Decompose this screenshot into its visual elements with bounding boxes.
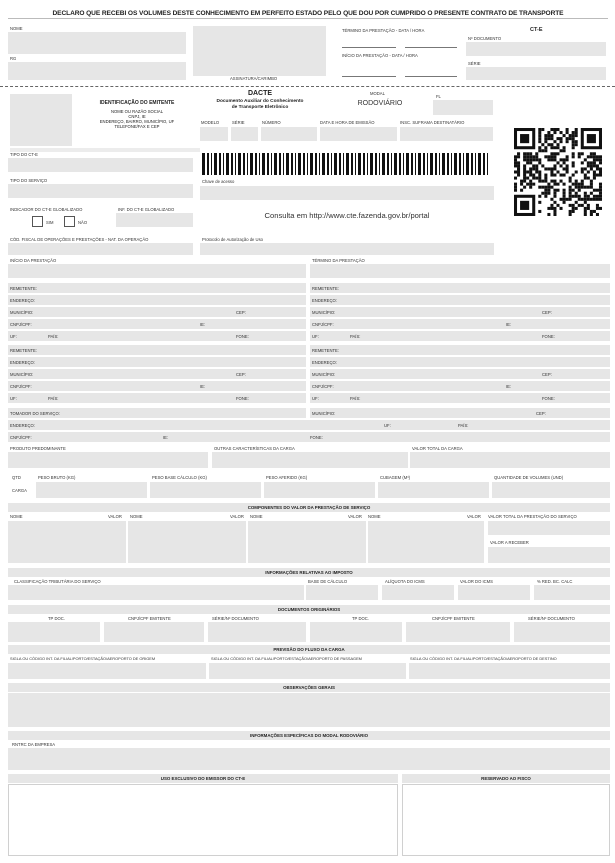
party-field-label: FONE: — [236, 396, 249, 401]
party-1-row-4 — [8, 319, 306, 330]
party-field-label: IE: — [200, 322, 206, 327]
party-3-row-1 — [8, 345, 306, 356]
comp-valor-4: VALOR — [467, 514, 481, 519]
party-2-row-3 — [310, 307, 610, 318]
valor-carga-label: VALOR TOTAL DA CARGA — [412, 446, 463, 451]
observacoes-field[interactable] — [8, 693, 610, 727]
uso-exclusivo-title: USO EXCLUSIVO DO EMISSOR DO CT-E — [8, 774, 398, 783]
tipo-cte-label: TIPO DO CT-E — [10, 152, 38, 157]
nao-label: NÃO — [78, 220, 88, 225]
doc-field-3[interactable] — [208, 622, 306, 642]
doc-field-5[interactable] — [406, 622, 510, 642]
doc-tp-2: TP DOC. — [352, 616, 369, 621]
emitente-line2: CNPJ, IE — [128, 114, 146, 119]
cubagem-label: CUBAGEM (M³) — [380, 475, 411, 480]
comp-nome-4: NOME — [368, 514, 381, 519]
fl-field[interactable] — [433, 100, 493, 115]
tomador-row-1 — [8, 408, 610, 419]
party-field-label: IE: — [506, 322, 512, 327]
party-3-row-4 — [8, 381, 306, 392]
party-field-label: PAÍS: — [48, 396, 59, 401]
fluxo-origem-label: SIGLA OU CÓDIGO INT. DA FILIAL/PORTO/ESTAÇÃO/AEROPORTO DE ORIGEM — [10, 656, 156, 661]
party-field-label: REMETENTE: — [10, 286, 37, 291]
comp-nome-1: NOME — [10, 514, 23, 519]
party-field[interactable] — [310, 319, 610, 329]
party-field[interactable] — [8, 357, 306, 367]
comp-field-2[interactable] — [128, 521, 246, 563]
comp-valor-receber-label: VALOR A RECEBER — [490, 540, 529, 545]
party-field-label: REMETENTE: — [312, 348, 339, 353]
valor-icms-label: VALOR DO ICMS — [460, 579, 493, 584]
tomador-row-3 — [8, 432, 610, 443]
doc-field-2[interactable] — [104, 622, 204, 642]
party-field-label: PAÍS: — [48, 334, 59, 339]
emitente-bottom-strip — [10, 148, 200, 152]
party-field-label: CEP: — [236, 372, 246, 377]
cfop-field[interactable] — [8, 243, 193, 255]
red-bc-field[interactable] — [534, 585, 610, 600]
aliquota-label: ALÍQUOTA DO ICMS — [385, 579, 425, 584]
party-field[interactable] — [310, 283, 610, 293]
party-field-label: MUNICÍPIO: — [312, 310, 336, 315]
party-field[interactable] — [8, 369, 306, 379]
tomador-uf-label: UF: — [384, 423, 391, 428]
sim-label: SIM — [46, 220, 54, 225]
party-field-label: REMETENTE: — [312, 286, 339, 291]
receipt-signature-label: ASSINATURA/CARIMBO — [230, 76, 278, 81]
receipt-numero-label: Nº DOCUMENTO — [468, 36, 502, 41]
party-field[interactable] — [8, 283, 306, 293]
party-field-label: MUNICÍPIO: — [10, 372, 34, 377]
party-field-label: CEP: — [236, 310, 246, 315]
peso-bruto-field[interactable] — [36, 482, 147, 498]
party-field-label: UF: — [10, 334, 17, 339]
observacoes-title: OBSERVAÇÕES GERAIS — [8, 683, 610, 692]
base-calculo-field[interactable] — [306, 585, 378, 600]
party-field[interactable] — [310, 369, 610, 379]
receipt-numero-field[interactable] — [466, 42, 606, 56]
base-calculo-label: BASE DE CÁLCULO — [308, 579, 348, 584]
rntrc-label: RNTRC DA EMPRESA — [12, 742, 56, 747]
party-2-row-4 — [310, 319, 610, 330]
fluxo-destino-label: SIGLA OU CÓDIGO INT. DA FILIAL/PORTO/ESTAÇÃO/AEROPORTO DE DESTINO — [410, 656, 557, 661]
emitente-title: IDENTIFICAÇÃO DO EMITENTE — [99, 100, 175, 106]
modelo-field[interactable] — [200, 127, 228, 141]
party-field-label: CNPJ/CPF: — [312, 384, 334, 389]
quantidade-volumes-label: QUANTIDADE DE VOLUMES (UND) — [494, 475, 564, 480]
receipt-serie-label: SÉRIE — [468, 61, 481, 66]
tomador-municipio-label: MUNICÍPIO: — [312, 411, 336, 416]
party-field[interactable] — [310, 345, 610, 355]
fluxo-passagem-label: SIGLA OU CÓDIGO INT. DA FILIAL/PORTO/ESTAÇÃO/AEROPORTO DE PASSAGEM — [211, 656, 362, 661]
numero-field[interactable] — [261, 127, 317, 141]
party-field-label: UF: — [10, 396, 17, 401]
inicio-prestacao-label: INÍCIO DA PRESTAÇÃO — [10, 258, 57, 263]
peso-base-label: PESO BASE CÁLCULO (KG) — [152, 475, 207, 480]
party-field[interactable] — [8, 381, 306, 391]
fluxo-origem-field[interactable] — [8, 663, 206, 679]
peso-aferido-label: PESO AFERIDO (KG) — [266, 475, 308, 480]
dacte-title: DACTE — [247, 90, 273, 97]
data-emissao-label: DATA E HORA DE EMISSÃO — [320, 120, 375, 125]
receipt-nome-field[interactable] — [8, 32, 186, 54]
party-field-label: CNPJ/CPF: — [10, 322, 32, 327]
party-4-row-4 — [310, 381, 610, 392]
receipt-rg-field[interactable] — [8, 62, 186, 80]
comp-field-4[interactable] — [368, 521, 484, 563]
comp-valor-2: VALOR — [230, 514, 244, 519]
serie-field[interactable] — [231, 127, 258, 141]
party-field-label: IE: — [200, 384, 206, 389]
tomador-municipio-field[interactable] — [310, 408, 610, 418]
consulta-portal: Consulta em http://www.cte.fazenda.gov.br/portal — [264, 211, 430, 220]
party-field-label: MUNICÍPIO: — [10, 310, 34, 315]
chave-acesso-label: Chave de acesso — [202, 179, 235, 184]
insc-suframa-label: INSC. SUFRAMA DESTINATÁRIO — [400, 120, 465, 125]
tomador-fone-label: FONE: — [310, 435, 323, 440]
tomador-ie-label: IE: — [163, 435, 169, 440]
receipt-inicio-label: INÍCIO DA PRESTAÇÃO - DATA / HORA — [342, 53, 418, 58]
tomador-cnpj-label: CNPJ/CPF: — [10, 435, 32, 440]
emitente-logo-area — [10, 94, 72, 146]
party-field-label: FONE: — [236, 334, 249, 339]
modelo-label: MODELO — [201, 120, 220, 125]
tomador-row-2 — [8, 420, 610, 431]
dacte-subtitle1: Documento Auxiliar do Conhecimento — [216, 99, 304, 104]
party-4-row-5 — [310, 393, 610, 404]
valor-icms-field[interactable] — [458, 585, 530, 600]
comp-valor-1: VALOR — [108, 514, 122, 519]
peso-base-field[interactable] — [150, 482, 261, 498]
party-1-row-2 — [8, 295, 306, 306]
doc-field-6[interactable] — [514, 622, 610, 642]
party-field-label: ENDEREÇO: — [10, 298, 35, 303]
insc-suframa-field[interactable] — [400, 127, 493, 141]
tipo-cte-field[interactable] — [8, 158, 193, 172]
party-field[interactable] — [8, 307, 306, 317]
party-field[interactable] — [310, 307, 610, 317]
emitente-line3: ENDEREÇO, BAIRRO, MUNICÍPIO, UF — [99, 119, 175, 124]
fl-label: FL — [436, 94, 441, 99]
comp-field-3[interactable] — [248, 521, 366, 563]
qtd-label: QTD — [12, 475, 21, 480]
party-4-row-3 — [310, 369, 610, 380]
party-3-row-5 — [8, 393, 306, 404]
party-field[interactable] — [8, 295, 306, 305]
tomador-pais-label: PAÍS: — [458, 423, 469, 428]
outras-field[interactable] — [212, 452, 408, 468]
classificacao-label: CLASSIFICAÇÃO TRIBUTÁRIA DO SERVIÇO — [14, 579, 101, 584]
receipt-serie-field[interactable] — [466, 67, 606, 80]
tomador-cep-label: CEP: — [536, 411, 546, 416]
peso-aferido-field[interactable] — [264, 482, 375, 498]
party-2-row-1 — [310, 283, 610, 294]
modal-title: INFORMAÇÕES ESPECÍFICAS DO MODAL RODOVIÁRIO — [8, 731, 610, 740]
party-field-label: ENDEREÇO: — [10, 360, 35, 365]
doc-cnpj-1: CNPJ/CPF EMITENTE — [128, 616, 171, 621]
tomador-cnpj-field[interactable] — [8, 432, 610, 442]
receipt-signature-field[interactable] — [193, 26, 326, 76]
party-field-label: CEP: — [542, 310, 552, 315]
reservado-fisco-title: RESERVADO AO FISCO — [402, 774, 610, 783]
inicio-prestacao-field[interactable] — [8, 264, 306, 278]
doc-field-1[interactable] — [8, 622, 100, 642]
inf-globalizado-field[interactable] — [116, 213, 193, 227]
qr-code-icon — [514, 128, 602, 216]
party-field-label: UF: — [312, 334, 319, 339]
party-2-row-2 — [310, 295, 610, 306]
comp-nome-3: NOME — [250, 514, 263, 519]
comp-valor-receber-field[interactable] — [488, 547, 610, 563]
carga-label: CARGA — [12, 488, 27, 493]
party-field-label: PAÍS: — [350, 396, 361, 401]
uso-exclusivo-field[interactable] — [8, 784, 398, 856]
documentos-title: DOCUMENTOS ORIGINÁRIOS — [8, 605, 610, 614]
globalizado-sim-checkbox[interactable] — [32, 216, 43, 227]
aliquota-field[interactable] — [382, 585, 454, 600]
party-1-row-5 — [8, 331, 306, 342]
classificacao-field[interactable] — [8, 585, 304, 600]
serie-label: SÉRIE — [232, 120, 245, 125]
doc-field-4[interactable] — [310, 622, 402, 642]
party-2-row-5 — [310, 331, 610, 342]
party-field[interactable] — [8, 319, 306, 329]
tipo-servico-field[interactable] — [8, 184, 193, 198]
produto-field[interactable] — [8, 452, 208, 468]
termino-prestacao-label: TÉRMINO DA PRESTAÇÃO — [312, 258, 365, 263]
receipt-termino-label: TÉRMINO DA PRESTAÇÃO - DATA / HORA — [342, 28, 425, 33]
cubagem-field[interactable] — [378, 482, 489, 498]
protocolo-label: Protocolo de Autorização de Uso — [202, 237, 263, 242]
party-field-label: CNPJ/CPF: — [10, 384, 32, 389]
data-emissao-field[interactable] — [320, 127, 397, 141]
fluxo-destino-field[interactable] — [409, 663, 610, 679]
imposto-title: INFORMAÇÕES RELATIVAS AO IMPOSTO — [8, 568, 610, 577]
party-4-row-2 — [310, 357, 610, 368]
comp-field-1[interactable] — [8, 521, 126, 563]
receipt-header: DECLARO QUE RECEBI OS VOLUMES DESTE CONHECIMENTO EM PERFEITO ESTADO PELO QUE DOU POR CUMPRIDO O PRESENTE CONTRATO DE TRANSPORTE — [8, 8, 608, 19]
party-field[interactable] — [310, 295, 610, 305]
emitente-line4: TELEFONE/FAX E CEP — [114, 124, 160, 129]
protocolo-field[interactable] — [200, 243, 494, 255]
cfop-label: CÓD. FISCAL DE OPERAÇÕES E PRESTAÇÕES - NAT. DA OPERAÇÃO — [10, 237, 149, 242]
numero-label: NÚMERO — [262, 120, 281, 125]
party-field-label: FONE: — [542, 396, 555, 401]
reservado-fisco-field[interactable] — [402, 784, 610, 856]
party-field-label: UF: — [312, 396, 319, 401]
produto-label: PRODUTO PREDOMINANTE — [10, 446, 66, 451]
party-field-label: IE: — [506, 384, 512, 389]
receipt-termino-time-line — [405, 47, 457, 48]
party-field-label: REMETENTE: — [10, 348, 37, 353]
doc-serie-1: SÉRIE/Nº DOCUMENTO — [212, 616, 259, 621]
receipt-termino-line — [342, 47, 396, 48]
party-field-label: FONE: — [542, 334, 555, 339]
doc-cnpj-2: CNPJ/CPF EMITENTE — [432, 616, 475, 621]
indicador-globalizado-label: INDICADOR DO CT-E GLOBALIZADO — [10, 207, 83, 212]
tomador-endereco-field[interactable] — [8, 420, 610, 430]
modal-value: RODOVIÁRIO — [357, 100, 403, 107]
inf-globalizado-label: INF. DO CT-E GLOBALIZADO — [118, 207, 175, 212]
peso-bruto-label: PESO BRUTO (KG) — [38, 475, 76, 480]
fluxo-passagem-field[interactable] — [209, 663, 406, 679]
termino-prestacao-field[interactable] — [310, 264, 610, 278]
party-field-label: ENDEREÇO: — [312, 298, 337, 303]
receipt-cte-label: CT-E — [530, 27, 543, 33]
comp-valor-3: VALOR — [348, 514, 362, 519]
party-field-label: PAÍS: — [350, 334, 361, 339]
party-field[interactable] — [310, 381, 610, 391]
party-1-row-1 — [8, 283, 306, 294]
red-bc-label: % RED. BC. CALC — [537, 579, 573, 584]
componentes-title: COMPONENTES DO VALOR DA PRESTAÇÃO DE SERVIÇO — [8, 503, 610, 512]
doc-tp-1: TP DOC. — [48, 616, 65, 621]
party-field-label: ENDEREÇO: — [312, 360, 337, 365]
party-3-row-3 — [8, 369, 306, 380]
fluxo-title: PREVISÃO DO FLUXO DA CARGA — [8, 645, 610, 654]
party-1-row-3 — [8, 307, 306, 318]
valor-carga-field[interactable] — [410, 452, 610, 468]
comp-valor-total-label: VALOR TOTAL DA PRESTAÇÃO DO SERVIÇO — [488, 514, 577, 519]
party-field-label: CEP: — [542, 372, 552, 377]
emitente-line1: NOME OU RAZÃO SOCIAL — [110, 109, 164, 114]
chave-acesso-field[interactable] — [200, 186, 494, 200]
outras-label: OUTRAS CARACTERÍSTICAS DA CARGA — [214, 446, 295, 451]
tomador-label: TOMADOR DO SERVIÇO: — [10, 411, 60, 416]
party-field-label: MUNICÍPIO: — [312, 372, 336, 377]
receipt-nome-label: NOME — [10, 26, 23, 31]
quantidade-volumes-field[interactable] — [492, 482, 610, 498]
tomador-endereco-label: ENDEREÇO: — [10, 423, 35, 428]
receipt-inicio-time-line — [405, 76, 457, 77]
party-field[interactable] — [310, 357, 610, 367]
party-4-row-1 — [310, 345, 610, 356]
tipo-servico-label: TIPO DO SERVIÇO — [10, 178, 48, 183]
doc-serie-2: SÉRIE/Nº DOCUMENTO — [528, 616, 575, 621]
receipt-rg-label: RG — [10, 56, 17, 61]
globalizado-nao-checkbox[interactable] — [64, 216, 75, 227]
party-3-row-2 — [8, 357, 306, 368]
cut-line — [0, 86, 615, 87]
barcode-icon — [202, 153, 492, 175]
comp-valor-total-field[interactable] — [488, 521, 610, 535]
receipt-inicio-line — [342, 76, 396, 77]
party-field-label: CNPJ/CPF: — [312, 322, 334, 327]
comp-nome-2: NOME — [130, 514, 143, 519]
dacte-subtitle2: de Transporte Eletrônico — [231, 105, 289, 110]
modal-label: MODAL — [370, 91, 385, 96]
party-field[interactable] — [8, 345, 306, 355]
rntrc-field[interactable] — [8, 748, 610, 770]
